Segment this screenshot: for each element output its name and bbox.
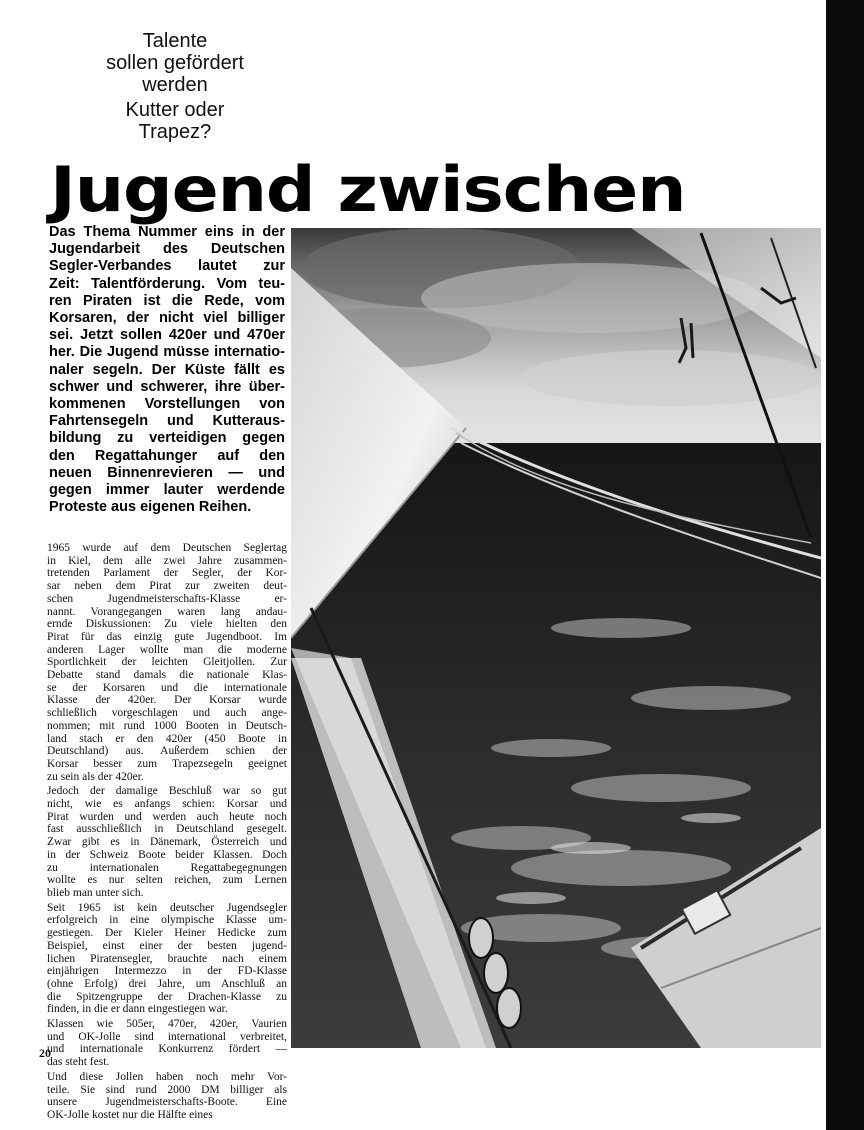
lead-line: Zeit: Talentförderung. Vom teu- — [49, 275, 285, 292]
body-line: die Spitzengruppe der Drachen-Klasse zu — [47, 990, 287, 1003]
lead-line: schwer und schwerer, ihre über- — [49, 378, 285, 395]
body-line: schen Jugendmeisterschafts-Klasse er- — [47, 592, 287, 605]
body-line: Jedoch der damalige Beschluß war so gut — [47, 785, 287, 798]
kicker-line: Kutter oder — [125, 99, 225, 121]
lead-line: den Regattahunger auf den — [49, 447, 285, 464]
kicker-line: werden — [142, 74, 208, 96]
body-line: teile. Sie sind rund 2000 DM billiger als — [47, 1083, 287, 1096]
body-line: tretenden Parlament der Segler, der Kor- — [47, 567, 287, 580]
lead-line: Jugendarbeit des Deutschen — [49, 241, 285, 258]
body-line: wollte es nur selten reichen, zum Lernen — [47, 874, 287, 887]
body-line: Korsar besser zum Trapezsegeln geeignet — [47, 757, 287, 770]
body-line: Seit 1965 ist kein deutscher Jugendsegler — [47, 901, 287, 914]
kicker-line: Trapez? — [138, 121, 212, 143]
body-line: Debatte stand damals die nationale Klas- — [47, 669, 287, 682]
page-number: 20 — [39, 1046, 51, 1060]
body-line: erfolgreich in eine olympische Klasse um- — [47, 914, 287, 927]
body-line: OK-Jolle kostet nur die Hälfte eines — [47, 1108, 213, 1121]
body-line: Klasse der 420er. Der Korsar wurde — [47, 694, 287, 707]
body-line: fast ausschließlich in Deutschland gesegelt. — [47, 823, 287, 836]
body-line: Und diese Jollen haben noch mehr Vor- — [47, 1070, 287, 1083]
lead-line: bildung zu verteidigen gegen — [49, 430, 285, 447]
lead-line: sei. Jetzt sollen 420er und 470er — [49, 327, 285, 344]
body-line: sar neben dem Pirat zur zweiten deut- — [47, 580, 287, 593]
body-line: schließlich vorgeschlagen und auch ange- — [47, 707, 287, 720]
body-line: zu internationalen Regattabegegnungen — [47, 861, 287, 874]
body-line: blieb man unter sich. — [47, 886, 144, 899]
body-line: Pirat für das einzig gute Jugendboot. Im — [47, 630, 287, 643]
body-paragraph — [47, 542, 287, 783]
kicker-talente — [80, 30, 270, 96]
body-line: anderen Lager wollte man die moderne — [47, 643, 287, 656]
body-line: einjährigen Intermezzo in der FD-Klasse — [47, 965, 287, 978]
lead-line: Korsaren, der nicht viel billiger — [49, 310, 285, 327]
headline: Jugend zwischen — [50, 153, 686, 226]
body-line: Zwar gibt es in Dänemark, Österreich und — [47, 836, 287, 849]
sailing-photo — [291, 228, 821, 1048]
lead-line: Proteste aus eigenen Reihen. — [49, 499, 252, 516]
body-line: ernde Diskussionen: Zu viele hielten den — [47, 618, 287, 631]
body-line: finden, in die er dann eingestiegen war. — [47, 1003, 228, 1016]
body-line: Deutschland) aus. Außerdem schien der — [47, 745, 287, 758]
body-line: in der Schweiz Boote beider Klassen. Doch — [47, 848, 287, 861]
lead-line: Das Thema Nummer eins in der — [49, 224, 285, 240]
lead-line: her. Die Jugend müsse internatio- — [49, 344, 285, 361]
kicker-kutter — [80, 99, 270, 143]
body-line: Klassen wie 505er, 470er, 420er, Vaurien — [47, 1018, 287, 1031]
body-line: nommen; mit rund 1000 Booten in Deutsch- — [47, 719, 287, 732]
lead-line: neuen Binnenrevieren — und — [49, 464, 285, 481]
body-line: unsere Jugendmeisterschafts-Boote. Eine — [47, 1096, 287, 1109]
body-line: nannt. Vorangegangen waren lang andau- — [47, 605, 287, 618]
body-line: 1965 wurde auf dem Deutschen Seglertag — [47, 542, 287, 554]
body-line: Pirat wurden und werden auch heute noch — [47, 810, 287, 823]
body-line: se der Korsaren und die internationale — [47, 681, 287, 694]
body-paragraph — [47, 1071, 287, 1122]
lead-line: gegen immer lauter werdende — [49, 482, 285, 499]
body-line: nicht, wie es anfangs schien: Korsar und — [47, 798, 287, 811]
body-line: Sportlichkeit der leichten Gleitjollen. Zur — [47, 656, 287, 669]
body-line: Beispiel, einst einer der besten jugend- — [47, 939, 287, 952]
body-paragraph — [47, 902, 287, 1016]
body-line: und OK-Jolle sind international verbreitet, — [47, 1030, 287, 1043]
body-line: das steht fest. — [47, 1056, 110, 1069]
lead-paragraph — [49, 224, 285, 516]
body-paragraph — [47, 785, 287, 899]
body-line: gestiegen. Der Kieler Heiner Hedicke zum — [47, 927, 287, 940]
sailboat-photo-image — [291, 228, 821, 1048]
body-line: und internationale Konkurrenz fördert — — [47, 1043, 287, 1056]
lead-line: naler segeln. Der Küste fällt es — [49, 361, 285, 378]
lead-line: ren Piraten ist die Rede, vom — [49, 292, 285, 309]
body-line: land stach er den 420er (450 Boote in — [47, 732, 287, 745]
body-line: in Kiel, dem alle zwei Jahre zusammen- — [47, 554, 287, 567]
kicker-line: Talente — [142, 30, 208, 52]
body-line: zu sein als der 420er. — [47, 770, 144, 783]
lead-line: kommenen Vorstellungen von — [49, 396, 285, 413]
body-line: (ohne Erfolg) drei Jahre, um Anschluß an — [47, 977, 287, 990]
article-body — [47, 542, 287, 1124]
body-line: lichen Piratensegler, brauchte nach einem — [47, 952, 287, 965]
lead-line: Fahrtensegeln und Kutteraus- — [49, 413, 285, 430]
body-paragraph — [47, 1018, 287, 1069]
lead-line: Segler-Verbandes lautet zur — [49, 258, 285, 275]
kicker-line: sollen gefördert — [106, 52, 244, 74]
